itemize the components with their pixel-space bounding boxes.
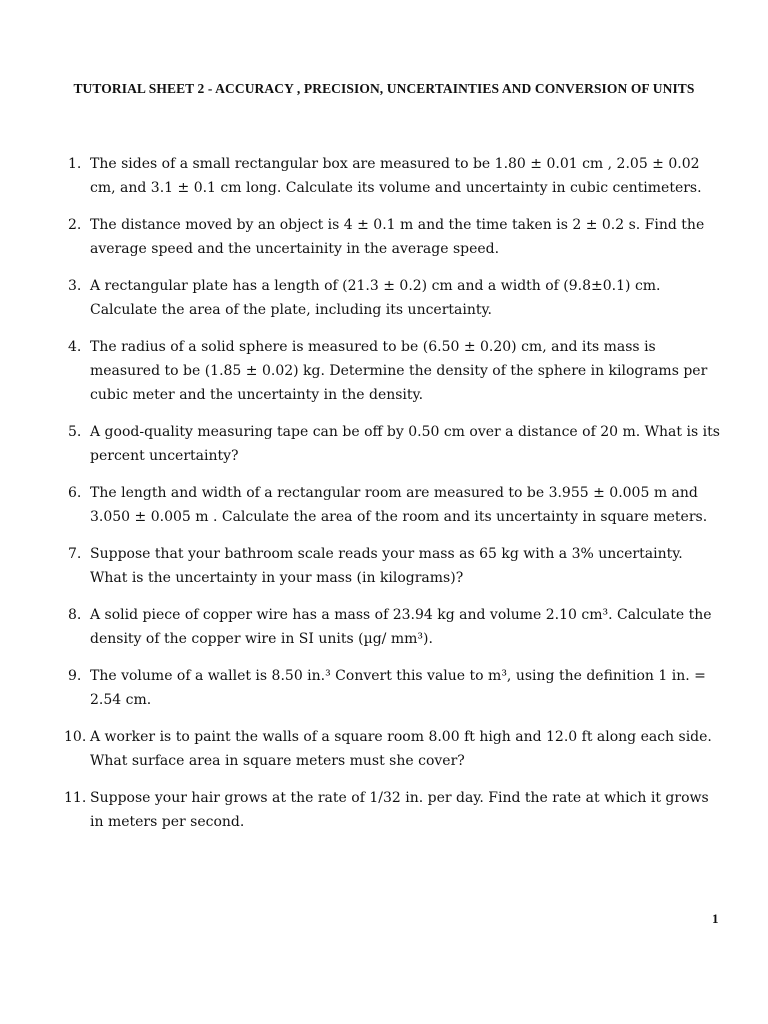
question-item	[64, 603, 724, 651]
question-item	[64, 274, 724, 322]
question-number: 7.	[68, 546, 82, 562]
question-number: 6.	[68, 485, 82, 501]
question-number: 10.	[64, 729, 87, 745]
question-item	[64, 664, 724, 712]
question-text: The length and width of a rectangular room are measured to be 3.955 ± 0.005 m and 3.050 ± 0.005 m . Calculate the area of the room and its uncertainty in square meters.	[90, 485, 708, 525]
question-text: A good-quality measuring tape can be off by 0.50 cm over a distance of 20 m. What is its percent uncertainty?	[90, 424, 720, 464]
question-number: 2.	[68, 217, 82, 233]
question-item	[64, 420, 724, 468]
question-text: A solid piece of copper wire has a mass of 23.94 kg and volume 2.10 cm³. Calculate the density of the copper wire in SI units (µg/ mm³).	[90, 607, 712, 647]
page-title: TUTORIAL SHEET 2 - ACCURACY , PRECISION, UNCERTAINTIES AND CONVERSION OF UNITS	[73, 81, 695, 96]
question-text: A worker is to paint the walls of a square room 8.00 ft high and 12.0 ft along each side. What surface area in square meters must she cover?	[90, 729, 712, 769]
page-number: 1	[712, 911, 719, 926]
question-text: The sides of a small rectangular box are measured to be 1.80 ± 0.01 cm , 2.05 ± 0.02 cm, and 3.1 ± 0.1 cm long. Calculate its volume and uncertainty in cubic centimeters.	[90, 156, 702, 196]
question-number: 5.	[68, 424, 82, 440]
question-item	[64, 152, 724, 200]
question-item	[64, 542, 724, 590]
question-text: Suppose your hair grows at the rate of 1/32 in. per day. Find the rate at which it grows in meters per second.	[90, 790, 709, 830]
question-number: 3.	[68, 278, 82, 294]
question-text: A rectangular plate has a length of (21.3 ± 0.2) cm and a width of (9.8±0.1) cm. Calculate the area of the plate, including its uncertainty.	[90, 278, 661, 318]
question-item	[64, 481, 724, 529]
question-item	[64, 725, 724, 773]
question-list	[64, 152, 724, 847]
question-number: 11.	[64, 790, 87, 806]
question-text: The distance moved by an object is 4 ± 0.1 m and the time taken is 2 ± 0.2 s. Find the average speed and the uncertainity in the average speed.	[90, 217, 705, 257]
question-text: The radius of a solid sphere is measured to be (6.50 ± 0.20) cm, and its mass is measured to be (1.85 ± 0.02) kg. Determine the density of the sphere in kilograms per cubic meter and the uncertainty in the density.	[90, 339, 708, 403]
question-text: The volume of a wallet is 8.50 in.³ Convert this value to m³, using the definition 1 in. = 2.54 cm.	[90, 668, 706, 708]
question-item	[64, 335, 724, 407]
question-item	[64, 786, 724, 834]
question-number: 8.	[68, 607, 82, 623]
question-item	[64, 213, 724, 261]
question-text: Suppose that your bathroom scale reads your mass as 65 kg with a 3% uncertainty. What is the uncertainty in your mass (in kilograms)?	[90, 546, 683, 586]
question-number: 9.	[68, 668, 82, 684]
question-number: 4.	[68, 339, 82, 355]
question-number: 1.	[68, 156, 82, 172]
